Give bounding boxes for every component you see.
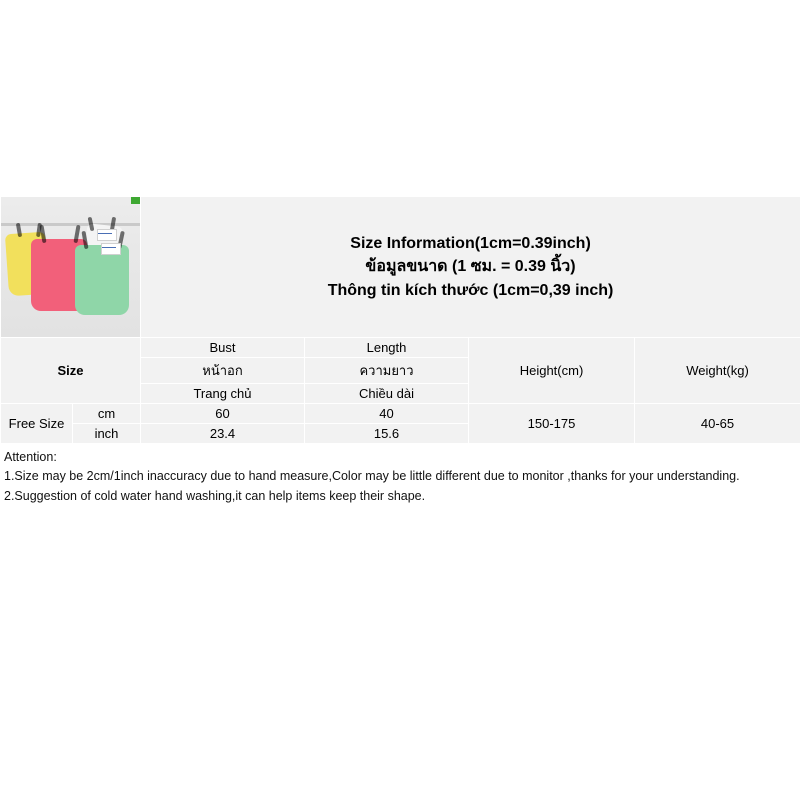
row-height-value: 150-175 [469,404,635,444]
tag-line [98,233,112,234]
size-information-table [0,196,800,444]
size-column-label: Size [1,338,141,404]
garment-green [75,245,129,315]
row-size-free-size: Free Size [1,404,73,444]
title-vietnamese: Thông tin kích thước (1cm=0,39 inch) [327,281,614,299]
bust-header-en: Bust [141,338,305,358]
product-photo [1,197,141,337]
bust-header-vi: Trang chủ [141,384,305,404]
height-header: Height(cm) [469,338,635,404]
weight-header: Weight(kg) [635,338,800,404]
row-bust-inch: 23.4 [141,424,305,444]
attention-line-2: 2.Suggestion of cold water hand washing,it can help items keep their shape. [4,488,426,503]
length-header-th: ความยาว [305,358,469,384]
row-unit-inch: inch [73,424,141,444]
length-header-vi: Chiều dài [305,384,469,404]
attention-line-1: 1.Size may be 2cm/1inch inaccuracy due to hand measure,Color may be little different due to monitor ,thanks for your understanding. [4,469,740,484]
hanger-rail [1,223,141,226]
title-thai: ข้อมูลขนาด (1 ซม. = 0.39 นิ้ว) [365,258,576,276]
title-block [141,232,800,302]
row-bust-cm: 60 [141,404,305,424]
bust-header-th: หน้าอก [141,358,305,384]
size-chart [0,196,800,506]
title-cell [141,197,800,338]
row-length-cm: 40 [305,404,469,424]
price-tag-icon [97,229,117,241]
row-unit-cm: cm [73,404,141,424]
length-header-en: Length [305,338,469,358]
attention-heading: Attention: [4,450,57,464]
table-header-row [1,197,800,338]
green-marker-icon [131,197,141,204]
row-length-inch: 15.6 [305,424,469,444]
price-tag-icon [101,243,121,255]
table-row [1,404,800,424]
column-header-row-en [1,338,800,358]
attention-block [0,444,800,506]
row-weight-value: 40-65 [635,404,800,444]
product-photo-cell [1,197,141,338]
tag-line [102,247,116,248]
title-english: Size Information(1cm=0.39inch) [350,235,591,253]
